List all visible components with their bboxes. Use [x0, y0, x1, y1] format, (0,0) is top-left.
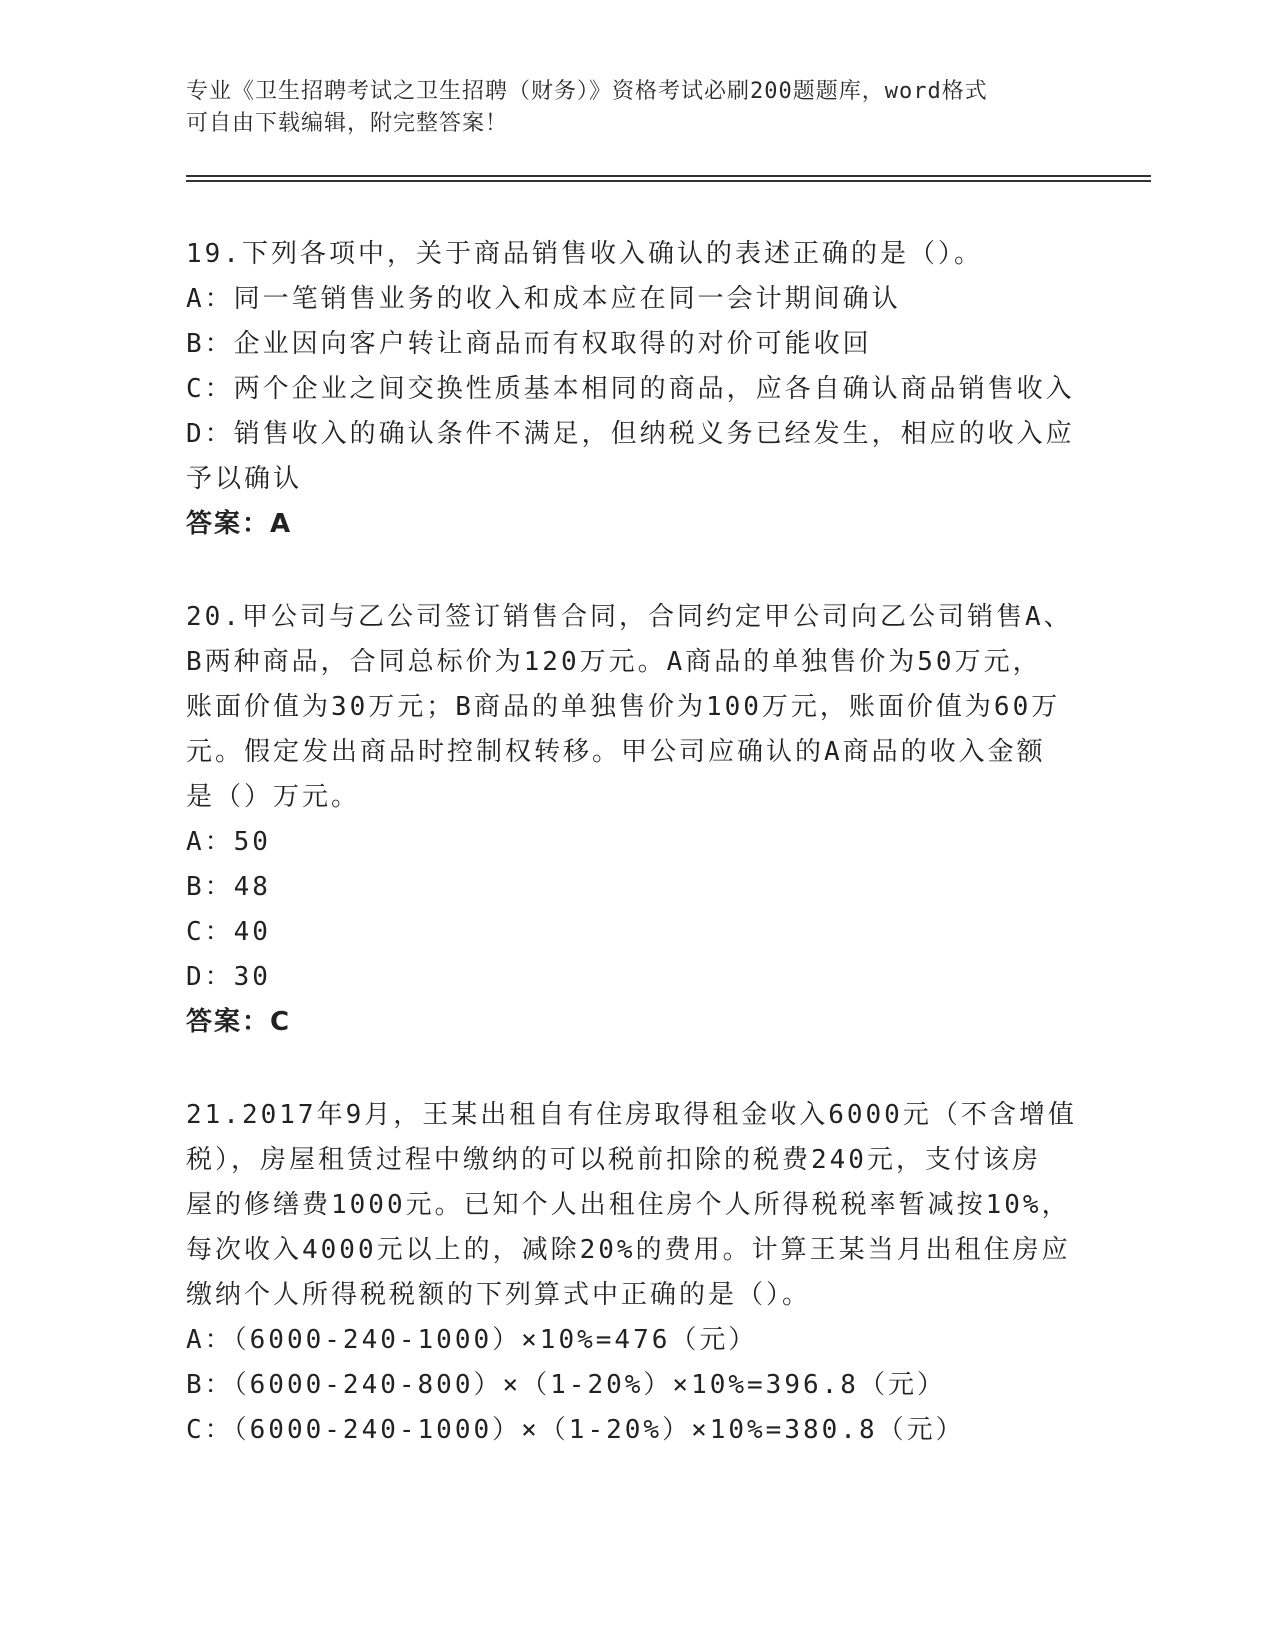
document-header: [186, 76, 1066, 140]
option-b: B：48: [186, 872, 271, 902]
option-a: A：50: [186, 827, 271, 857]
question-stem: 账面价值为30万元；B商品的单独售价为100万元，账面价值为60万: [186, 692, 1061, 722]
question-stem: 是（）万元。: [186, 782, 361, 812]
question-stem: 税），房屋租赁过程中缴纳的可以税前扣除的税费240元，支付该房: [186, 1145, 1041, 1175]
answer-label: 答案：A: [186, 509, 293, 539]
question-stem: 21.2017年9月，王某出租自有住房取得租金收入6000元（不含增值: [186, 1100, 1077, 1130]
option-c: C：40: [186, 917, 271, 947]
question-stem: 每次收入4000元以上的，减除20%的费用。计算王某当月出租住房应: [186, 1235, 1071, 1265]
question-stem: 19.下列各项中，关于商品销售收入确认的表述正确的是（）。: [186, 239, 983, 269]
question-21: [186, 1093, 1086, 1453]
question-20: [186, 595, 1086, 1045]
question-stem: 屋的修缮费1000元。已知个人出租住房个人所得税税率暂减按10%，: [186, 1190, 1071, 1220]
header-rule-bottom: [186, 180, 1151, 182]
question-stem: B两种商品，合同总标价为120万元。A商品的单独售价为50万元，: [186, 647, 1042, 677]
option-c: C：（6000-240-1000）×（1-20%）×10%=380.8（元）: [186, 1415, 965, 1445]
header-line: 可自由下载编辑，附完整答案！: [186, 111, 509, 136]
option-b: B：（6000-240-800）×（1-20%）×10%=396.8（元）: [186, 1370, 946, 1400]
question-stem: 元。假定发出商品时控制权转移。甲公司应确认的A商品的收入金额: [186, 737, 1046, 767]
option-c: C：两个企业之间交换性质基本相同的商品，应各自确认商品销售收入: [186, 374, 1075, 404]
question-list: [186, 232, 1086, 1501]
option-a: A：同一笔销售业务的收入和成本应在同一会计期间确认: [186, 284, 901, 314]
header-line: 专业《卫生招聘考试之卫生招聘（财务）》资格考试必刷200题题库，word格式: [186, 79, 988, 104]
option-b: B：企业因向客户转让商品而有权取得的对价可能收回: [186, 329, 872, 359]
option-d-continued: 予以确认: [186, 464, 303, 494]
option-a: A：（6000-240-1000）×10%=476（元）: [186, 1325, 758, 1355]
question-stem: 缴纳个人所得税税额的下列算式中正确的是（）。: [186, 1280, 812, 1310]
option-d: D：销售收入的确认条件不满足，但纳税义务已经发生，相应的收入应: [186, 419, 1075, 449]
header-rule-top: [186, 175, 1151, 177]
question-stem: 20.甲公司与乙公司签订销售合同，合同约定甲公司向乙公司销售A、: [186, 602, 1073, 632]
answer-label: 答案：C: [186, 1007, 292, 1037]
option-d: D：30: [186, 962, 271, 992]
question-19: [186, 232, 1086, 547]
